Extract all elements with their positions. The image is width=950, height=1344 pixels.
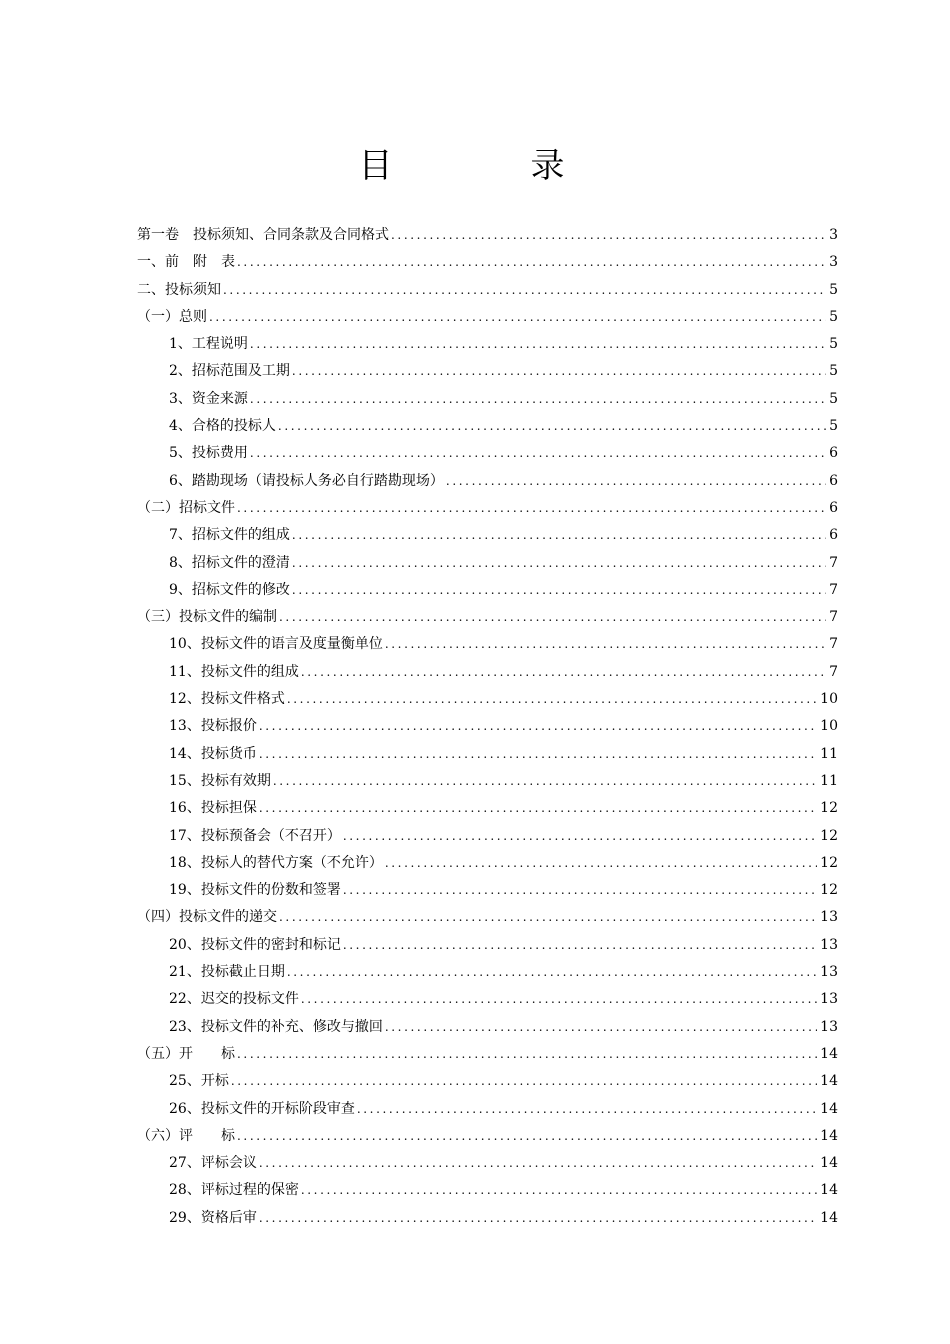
toc-dot-leader [279,904,817,931]
toc-dot-leader [391,222,826,249]
toc-entry[interactable] [137,495,838,522]
toc-dot-leader [292,522,826,549]
toc-dot-leader [259,713,817,740]
toc-dot-leader [250,386,826,413]
toc-dot-leader [237,1041,817,1068]
toc-entry-page-number: 10 [820,691,838,708]
table-of-contents [137,222,838,1232]
toc-entry[interactable] [137,550,838,577]
toc-entry-label: 19、投标文件的份数和签署 [169,882,341,899]
toc-entry-label: 27、评标会议 [169,1155,257,1172]
toc-entry-page-number: 5 [829,308,838,325]
toc-dot-leader [385,1014,817,1041]
toc-entry-label: 3、资金来源 [169,390,248,407]
toc-entry-page-number: 5 [829,281,838,298]
toc-dot-leader [259,1205,817,1232]
toc-entry-label: 26、投标文件的开标阶段审查 [169,1100,355,1117]
toc-entry[interactable] [137,823,838,850]
toc-entry[interactable] [137,631,838,658]
toc-dot-leader [237,495,826,522]
toc-entry-page-number: 7 [829,581,838,598]
toc-entry-label: 15、投标有效期 [169,772,271,789]
toc-entry[interactable] [137,1041,838,1068]
toc-dot-leader [259,741,817,768]
toc-entry[interactable] [137,932,838,959]
toc-entry-page-number: 14 [820,1209,838,1226]
toc-entry[interactable] [137,577,838,604]
toc-entry[interactable] [137,1205,838,1232]
toc-entry[interactable] [137,304,838,331]
toc-entry-label: 7、招标文件的组成 [169,527,290,544]
toc-entry[interactable] [137,604,838,631]
toc-entry-label: 18、投标人的替代方案（不允许） [169,854,383,871]
toc-entry-label: （五）开 标 [137,1045,235,1062]
toc-dot-leader [259,1150,817,1177]
toc-dot-leader [301,659,826,686]
toc-entry-label: 5、投标费用 [169,445,248,462]
toc-entry-page-number: 14 [820,1155,838,1172]
toc-entry[interactable] [137,1177,838,1204]
toc-entry-page-number: 12 [820,854,838,871]
toc-entry-page-number: 6 [829,499,838,516]
toc-dot-leader [278,413,826,440]
toc-dot-leader [446,468,826,495]
toc-entry[interactable] [137,959,838,986]
toc-entry[interactable] [137,1068,838,1095]
toc-entry[interactable] [137,358,838,385]
toc-entry-label: 9、招标文件的修改 [169,581,290,598]
toc-entry-label: 21、投标截止日期 [169,964,285,981]
toc-entry[interactable] [137,877,838,904]
toc-dot-leader [259,795,817,822]
toc-dot-leader [231,1068,817,1095]
toc-entry-page-number: 10 [820,718,838,735]
toc-entry-page-number: 7 [829,636,838,653]
toc-dot-leader [279,604,826,631]
toc-entry-label: （六）评 标 [137,1127,235,1144]
toc-entry[interactable] [137,1150,838,1177]
toc-entry[interactable] [137,331,838,358]
toc-entry[interactable] [137,522,838,549]
toc-entry-label: 4、合格的投标人 [169,418,276,435]
toc-dot-leader [385,850,817,877]
toc-entry-page-number: 7 [829,609,838,626]
toc-entry[interactable] [137,468,838,495]
toc-entry[interactable] [137,413,838,440]
toc-entry-label: （二）招标文件 [137,499,235,516]
toc-entry[interactable] [137,222,838,249]
toc-entry[interactable] [137,440,838,467]
toc-entry-label: 12、投标文件格式 [169,691,285,708]
toc-entry-label: 10、投标文件的语言及度量衡单位 [169,636,383,653]
toc-entry[interactable] [137,741,838,768]
toc-dot-leader [292,358,826,385]
toc-entry-page-number: 11 [820,772,838,789]
page-title: 目 录 [358,146,617,186]
toc-entry-page-number: 13 [820,964,838,981]
toc-entry-label: （一）总则 [137,308,207,325]
toc-entry-page-number: 14 [820,1182,838,1199]
toc-entry-page-number: 12 [820,827,838,844]
toc-entry[interactable] [137,795,838,822]
toc-entry-label: 11、投标文件的组成 [169,663,299,680]
toc-entry-page-number: 5 [829,390,838,407]
toc-entry-page-number: 13 [820,909,838,926]
toc-dot-leader [301,986,817,1013]
toc-entry-label: 14、投标货币 [169,745,257,762]
toc-entry-label: 20、投标文件的密封和标记 [169,936,341,953]
toc-entry-label: 6、踏勘现场（请投标人务必自行踏勘现场） [169,472,444,489]
toc-entry-label: 25、开标 [169,1073,229,1090]
toc-entry-page-number: 14 [820,1100,838,1117]
toc-entry-label: 28、评标过程的保密 [169,1182,299,1199]
toc-entry-label: 16、投标担保 [169,800,257,817]
toc-entry[interactable] [137,386,838,413]
toc-entry-label: （三）投标文件的编制 [137,609,277,626]
toc-entry-page-number: 7 [829,663,838,680]
toc-entry-page-number: 14 [820,1045,838,1062]
toc-entry-label: 23、投标文件的补充、修改与撤回 [169,1018,383,1035]
toc-dot-leader [287,959,817,986]
toc-dot-leader [343,823,817,850]
toc-dot-leader [292,577,826,604]
toc-entry-label: 一、前 附 表 [137,254,235,271]
toc-entry-label: 17、投标预备会（不召开） [169,827,341,844]
toc-dot-leader [385,631,826,658]
toc-entry-page-number: 12 [820,800,838,817]
toc-dot-leader [343,877,817,904]
toc-entry-label: 二、投标须知 [137,281,221,298]
toc-entry-page-number: 14 [820,1073,838,1090]
toc-entry-label: 13、投标报价 [169,718,257,735]
toc-entry-page-number: 14 [820,1127,838,1144]
toc-entry[interactable] [137,713,838,740]
toc-entry-label: 29、资格后审 [169,1209,257,1226]
toc-dot-leader [273,768,817,795]
toc-entry-label: 1、工程说明 [169,336,248,353]
toc-entry-page-number: 13 [820,936,838,953]
toc-dot-leader [357,1096,817,1123]
toc-entry-page-number: 13 [820,991,838,1008]
toc-dot-leader [250,440,826,467]
toc-entry[interactable] [137,249,838,276]
toc-entry-page-number: 5 [829,363,838,380]
toc-entry-page-number: 3 [829,254,838,271]
toc-entry[interactable] [137,1123,838,1150]
toc-dot-leader [292,550,826,577]
toc-entry-page-number: 3 [829,227,838,243]
toc-dot-leader [301,1177,817,1204]
toc-entry-page-number: 13 [820,1018,838,1035]
toc-dot-leader [250,331,826,358]
toc-entry-page-number: 6 [829,445,838,462]
toc-entry-page-number: 11 [820,745,838,762]
toc-entry-label: （四）投标文件的递交 [137,909,277,926]
toc-entry-page-number: 5 [829,418,838,435]
toc-entry-page-number: 12 [820,882,838,899]
toc-dot-leader [209,304,826,331]
toc-entry[interactable] [137,686,838,713]
toc-dot-leader [237,1123,817,1150]
toc-entry[interactable] [137,986,838,1013]
toc-entry-page-number: 7 [829,554,838,571]
toc-entry[interactable] [137,1014,838,1041]
toc-dot-leader [343,932,817,959]
toc-entry[interactable] [137,768,838,795]
toc-entry-label: 8、招标文件的澄清 [169,554,290,571]
toc-entry-page-number: 6 [829,527,838,544]
toc-entry-page-number: 6 [829,472,838,489]
toc-dot-leader [287,686,817,713]
toc-entry[interactable] [137,904,838,931]
toc-entry-page-number: 5 [829,336,838,353]
toc-entry[interactable] [137,1096,838,1123]
toc-dot-leader [223,277,826,304]
toc-entry[interactable] [137,850,838,877]
toc-entry-label: 2、招标范围及工期 [169,363,290,380]
toc-entry-label: 第一卷 投标须知、合同条款及合同格式 [137,227,389,243]
toc-entry[interactable] [137,659,838,686]
toc-dot-leader [237,249,826,276]
toc-entry[interactable] [137,277,838,304]
toc-entry-label: 22、迟交的投标文件 [169,991,299,1008]
